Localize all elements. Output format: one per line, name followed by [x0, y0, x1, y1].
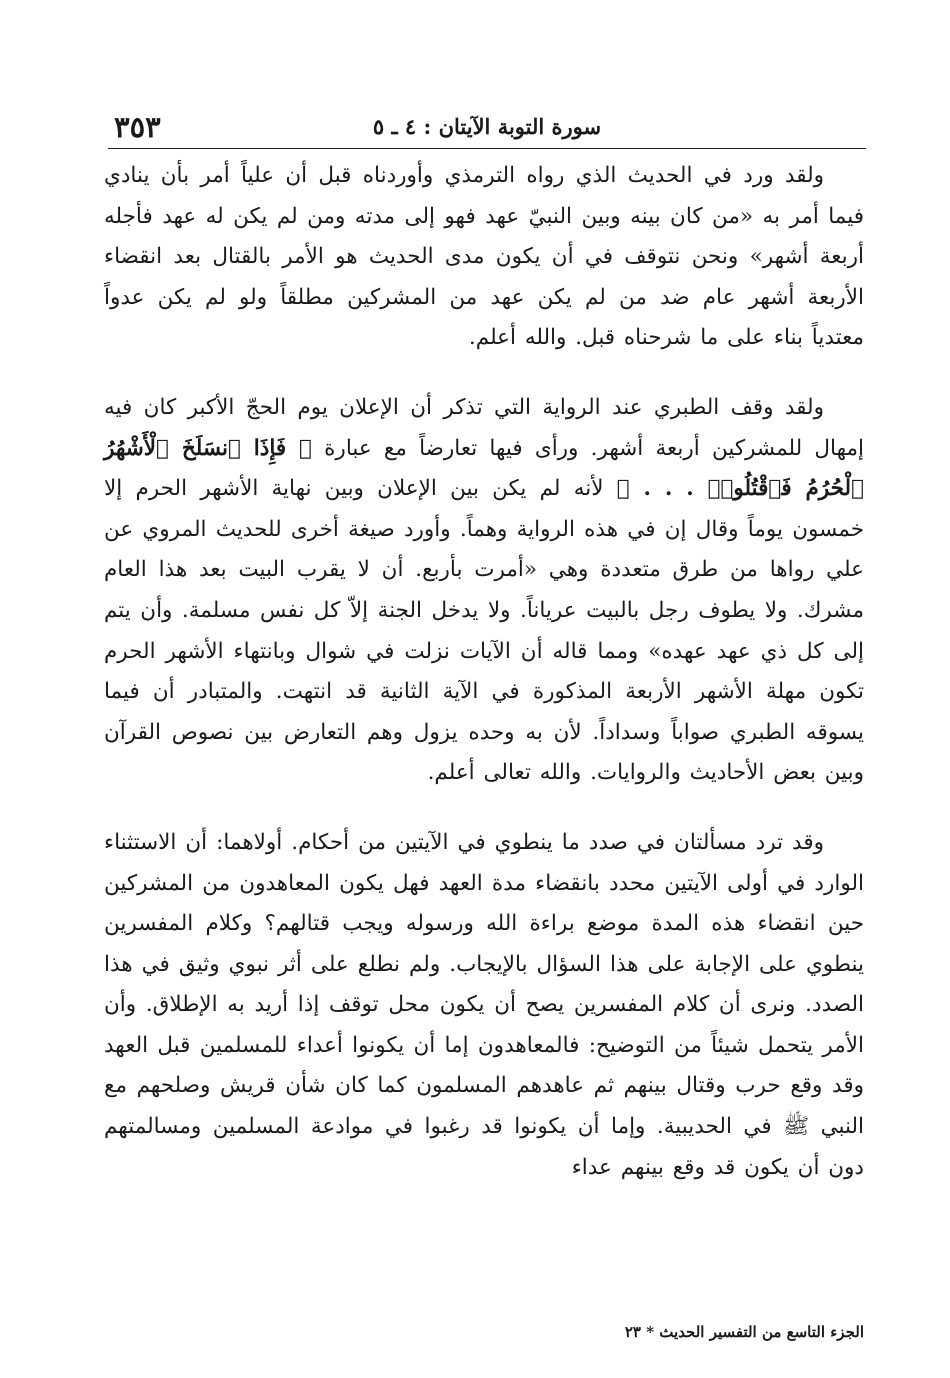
running-title: سورة التوبة الآيتان : ٤ ـ ٥: [372, 114, 602, 139]
body-text: [104, 156, 864, 1188]
quran-verse-quote: ﴿ فَإِذَا ٱنسَلَخَ ٱلْأَشْهُرُ ٱلْحُرُمُ فَٱقْتُلُوا۟ . . . ﴾: [104, 435, 864, 502]
paragraph-text: وقد ترد مسألتان في صدد ما ينطوي في الآيتين من أحكام. أولاهما: أن الاستثناء الوارد في أولى الآيتين محدد بانقضاء مدة العهد فهل يكون المعاهدون من المشركين حين انقضاء هذه المدة موضع براءة الله ورسوله ويجب قتالهم؟ وكلام المفسرين ينطوي على الإجابة على هذا السؤال بالإيجاب. ولم نطلع على أثر نبوي وثيق في هذا الصدد. ونرى أن كلام المفسرين يصح أن يكون محل توقف إذا أريد به الإطلاق. وأن الأمر يتحمل شيئاً من التوضيح: فالمعاهدون إما أن يكونوا أعداء للمسلمين قبل العهد وقد وقع حرب وقتال بينهم ثم عاهدهم المسلمون كما كان شأن قريش وصلحهم مع النبي ﷺ في الحديبية. وإما أن يكونوا قد رغبوا في موادعة المسلمين ومسالمتهم دون أن يكون قد وقع بينهم عداء: [104, 829, 864, 1180]
paragraph-text: ولقد ورد في الحديث الذي رواه الترمذي وأوردناه قبل أن علياً أمر بأن ينادي فيما أمر به «من كان بينه وبين النبيّ عهد فهو إلى مدته ومن لم يكن له عهد فأجله أربعة أشهر» ونحن نتوقف في أن يكون مدى الحديث هو الأمر بالقتال بعد انقضاء الأربعة أشهر عام ضد من لم يكن عهد من المشركين مطلقاً ولو لم يكن عدواً معتدياً بناء على ما شرحناه قبل. والله أعلم.: [104, 163, 864, 351]
page-number: ٣٥٣: [114, 110, 161, 144]
paragraph: [104, 388, 864, 794]
paragraph-text: لأنه لم يكن بين الإعلان وبين نهاية الأشهر الحرم إلا خمسون يوماً وقال إن في هذه الرواية وهماً. وأورد صيغة أخرى للحديث المروي عن علي رواها من طرق متعددة وهي «أمرت بأربع. أن لا يقرب البيت بعد هذا العام مشرك. ولا يطوف رجل بالبيت عرياناً. ولا يدخل الجنة إلاّ كل نفس مسلمة. وأن يتم إلى كل ذي عهد عهده» ومما قاله أن الآيات نزلت في شوال وبانتهاء الأشهر الحرم تكون مهلة الأشهر الأربعة المذكورة في الآية الثانية قد انتهت. والمتبادر أن فيما يسوقه الطبري صواباً وسداداً. لأن به وحده يزول وهم التعارض بين نصوص القرآن وبين بعض الأحاديث والروايات. والله تعالى أعلم.: [104, 476, 864, 786]
paragraph: [104, 823, 864, 1188]
paragraph: [104, 156, 864, 359]
paragraph-text: ولقد وقف الطبري عند الرواية التي تذكر أن الإعلان يوم الحجّ الأكبر كان فيه إمهال للمشركين أربعة أشهر. ورأى فيها تعارضاً مع عبارة: [104, 394, 864, 461]
page-header: [108, 108, 866, 149]
page-footer: الجزء التاسع من التفسير الحديث * ٢٣: [624, 1323, 864, 1341]
